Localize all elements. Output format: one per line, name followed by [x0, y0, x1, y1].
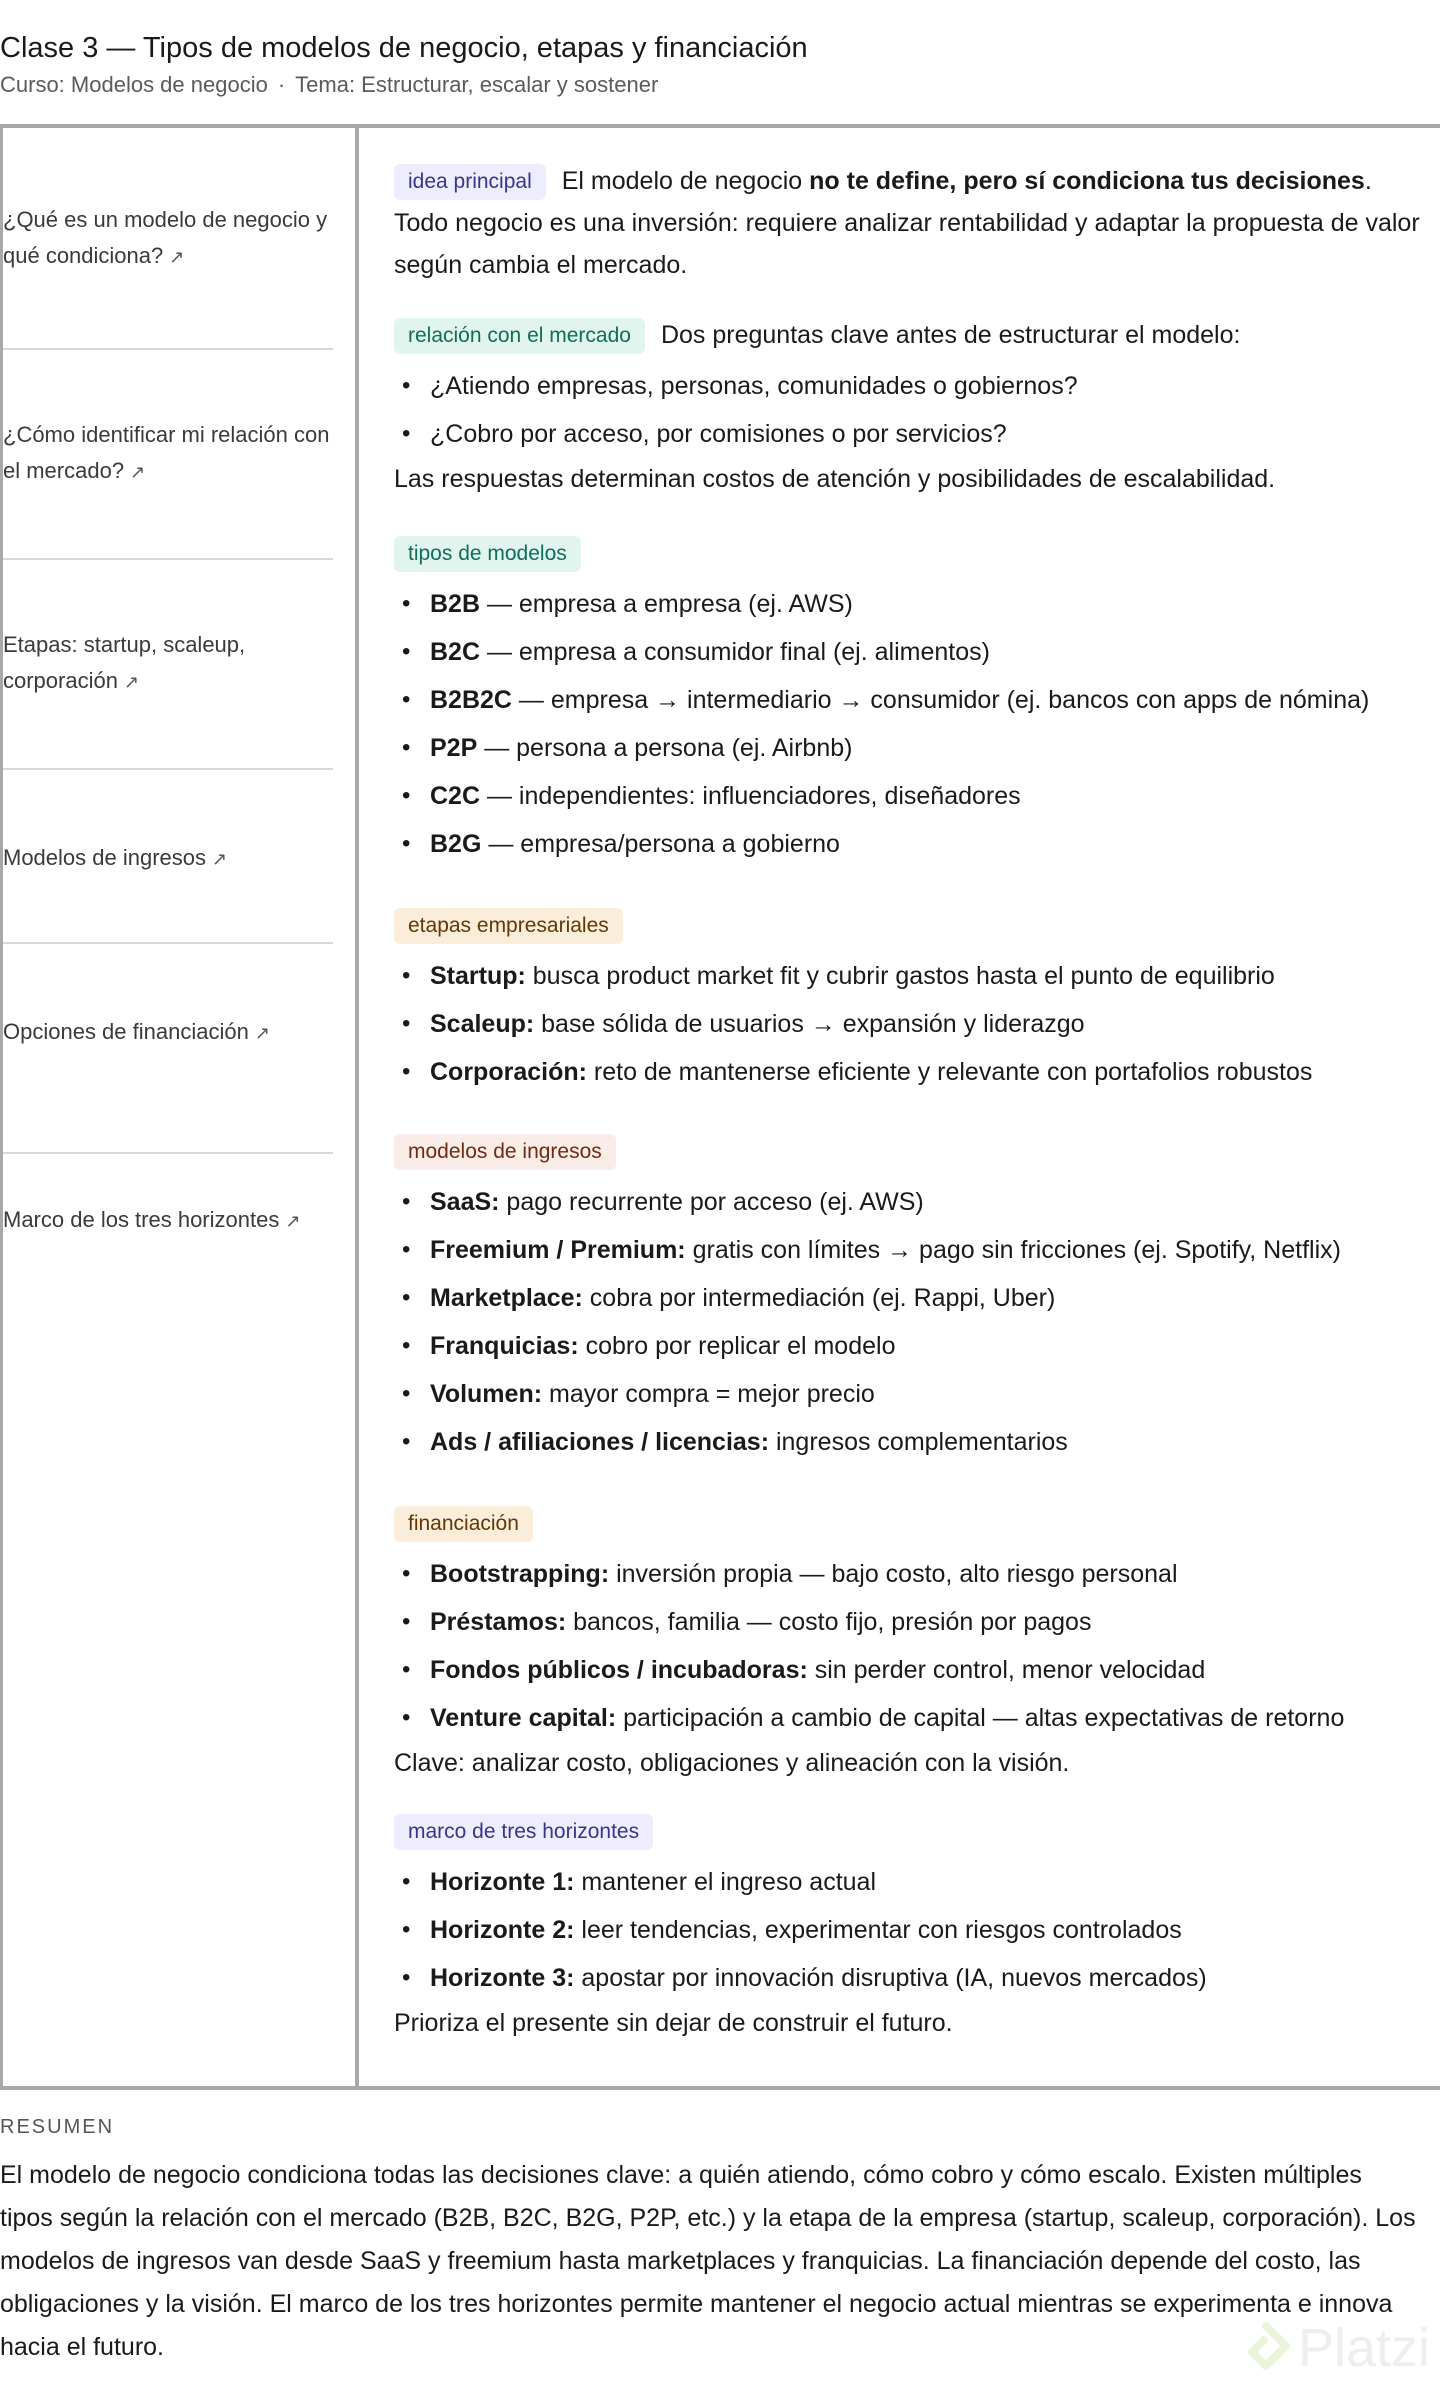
summary-label: RESUMEN — [0, 2116, 115, 2138]
section-idea — [394, 160, 1420, 286]
list-item: • Venture capital: participación a cambio de capital — altas expectativas de retorno — [394, 1694, 1420, 1742]
list-item: • B2C — empresa a consumidor final (ej. alimentos) — [394, 628, 1420, 676]
list-item: • Fondos públicos / incubadoras: sin perder control, menor velocidad — [394, 1646, 1420, 1694]
list-item: • B2B — empresa a empresa (ej. AWS) — [394, 580, 1420, 628]
list-item: • Horizonte 1: mantener el ingreso actual — [394, 1858, 1420, 1906]
etapas-list — [394, 952, 1420, 1096]
platzi-wordmark: Platzi — [1297, 2318, 1430, 2378]
list-item: • Ads / afiliaciones / licencias: ingresos complementarios — [394, 1418, 1420, 1466]
list-item: • Horizonte 3: apostar por innovación disruptiva (IA, nuevos mercados) — [394, 1954, 1420, 2002]
sidebar-item-label: Modelos de ingresos — [3, 844, 207, 870]
sidebar-item-label: Marco de los tres horizontes — [3, 1207, 280, 1232]
list-item: • Bootstrapping: inversión propia — bajo costo, alto riesgo personal — [394, 1550, 1420, 1598]
list-item: • Horizonte 2: leer tendencias, experimentar con riesgos controlados — [394, 1906, 1420, 1954]
sidebar-divider — [3, 348, 333, 350]
external-link-icon: ↗ — [254, 1022, 270, 1043]
list-item: • B2G — empresa/persona a gobierno — [394, 820, 1420, 868]
financiacion-note: Clave: analizar costo, obligaciones y alineación con la visión. — [394, 1749, 1070, 1777]
list-item: • Préstamos: bancos, familia — costo fijo, presión por pagos — [394, 1598, 1420, 1646]
sidebar-divider — [3, 942, 333, 944]
external-link-icon: ↗ — [285, 1211, 301, 1231]
separator: · — [277, 72, 286, 97]
idea-lead: El modelo de negocio — [561, 167, 810, 195]
idea-text: Todo negocio es una inversión: requiere analizar rentabilidad y adaptar la propuesta de valor según cambia el mercado. — [394, 209, 1420, 279]
external-link-icon: ↗ — [169, 246, 185, 267]
sidebar-item-ingresos[interactable] — [3, 788, 333, 928]
horizontes-list — [394, 1858, 1420, 2002]
list-item: • Scaleup: base sólida de usuarios → expansión y liderazgo — [394, 1000, 1420, 1048]
section-horizontes — [394, 1810, 1420, 2044]
badge-relacion: relación con el mercado — [394, 318, 645, 354]
summary-text: El modelo de negocio condiciona todas las decisiones clave: a quién atiendo, cómo cobro y cómo escalo. Existen múltiples tipos según la relación con el mercado (B2B, B2C, B2G, P2P, etc.) y la etapa de la empresa (startup, scaleup, corporación). Los modelos de ingresos van desde SaaS y freemium hasta marketplaces y franquicias. La financiación depende del costo, las obligaciones y la visión. El marco de los tres horizontes permite mantener el negocio actual mientras se experimenta e innova hacia el futuro. — [0, 2161, 1416, 2361]
external-link-icon: ↗ — [123, 671, 140, 692]
list-item: • Marketplace: cobra por intermediación (ej. Rappi, Uber) — [394, 1274, 1420, 1322]
relacion-list — [394, 362, 1420, 458]
list-item: • P2P — persona a persona (ej. Airbnb) — [394, 724, 1420, 772]
sidebar-item-label: Opciones de financiación — [3, 1018, 249, 1044]
sidebar-divider — [3, 558, 333, 560]
badge-horizontes: marco de tres horizontes — [394, 1814, 653, 1850]
sidebar-divider — [3, 768, 333, 770]
badge-financiacion: financiación — [394, 1506, 533, 1542]
sidebar-item-relacion[interactable] — [3, 368, 333, 538]
list-item: • Franquicias: cobro por replicar el modelo — [394, 1322, 1420, 1370]
section-etapas — [394, 904, 1420, 1096]
platzi-logo-icon — [1240, 2322, 1292, 2374]
badge-etapas: etapas empresariales — [394, 908, 623, 944]
idea-lead-end: . — [1364, 167, 1372, 195]
main-content — [394, 128, 1440, 2086]
badge-idea-principal: idea principal — [394, 164, 546, 200]
sidebar-item-label: ¿Cómo identificar mi relación con el mercado? — [3, 421, 330, 483]
page-header — [0, 28, 808, 100]
list-item: • SaaS: pago recurrente por acceso (ej. AWS) — [394, 1178, 1420, 1226]
horizontes-note: Prioriza el presente sin dejar de construir el futuro. — [394, 2009, 953, 2037]
sidebar-item-modelo[interactable] — [3, 158, 333, 318]
relacion-lead: Dos preguntas clave antes de estructurar el modelo: — [660, 321, 1241, 349]
tipos-list — [394, 580, 1420, 868]
sidebar-item-label: ¿Qué es un modelo de negocio y qué condiciona? — [3, 206, 328, 268]
sidebar-divider — [3, 1152, 333, 1154]
external-link-icon: ↗ — [212, 848, 228, 869]
badge-tipos: tipos de modelos — [394, 536, 581, 572]
list-item: • Freemium / Premium: gratis con límites → pago sin fricciones (ej. Spotify, Netflix) — [394, 1226, 1420, 1274]
section-relacion — [394, 314, 1420, 500]
topic-label: Tema: Estructurar, escalar y sostener — [295, 72, 659, 97]
sidebar-item-label: Etapas: startup, scaleup, corporación — [3, 631, 246, 693]
financiacion-list — [394, 1550, 1420, 1742]
summary-section — [0, 2112, 1420, 2369]
sidebar — [0, 128, 359, 2086]
page-subtitle — [0, 70, 808, 100]
list-item: • C2C — independientes: influenciadores, diseñadores — [394, 772, 1420, 820]
section-ingresos — [394, 1130, 1420, 1466]
external-link-icon: ↗ — [130, 461, 146, 482]
list-item: • ¿Atiendo empresas, personas, comunidades o gobiernos? — [394, 362, 1420, 410]
section-tipos — [394, 532, 1420, 868]
notes-table — [0, 124, 1440, 2090]
list-item: • Corporación: reto de mantenerse eficiente y relevante con portafolios robustos — [394, 1048, 1420, 1096]
ingresos-list — [394, 1178, 1420, 1466]
sidebar-item-horizontes[interactable] — [3, 1188, 313, 1298]
idea-lead-bold: no te define, pero sí condiciona tus decisiones — [809, 167, 1365, 195]
course-label: Curso: Modelos de negocio — [0, 72, 268, 97]
list-item: • B2B2C — empresa → intermediario → consumidor (ej. bancos con apps de nómina) — [394, 676, 1420, 724]
badge-ingresos: modelos de ingresos — [394, 1134, 616, 1170]
list-item: • Startup: busca product market fit y cubrir gastos hasta el punto de equilibrio — [394, 952, 1420, 1000]
platzi-watermark — [1240, 2318, 1430, 2378]
sidebar-item-etapas[interactable] — [3, 578, 333, 748]
page-title: Clase 3 — Tipos de modelos de negocio, etapas y financiación — [0, 32, 808, 64]
list-item: • Volumen: mayor compra = mejor precio — [394, 1370, 1420, 1418]
relacion-note: Las respuestas determinan costos de atención y posibilidades de escalabilidad. — [394, 465, 1276, 493]
sidebar-item-financiacion[interactable] — [3, 962, 333, 1102]
section-financiacion — [394, 1502, 1420, 1784]
list-item: • ¿Cobro por acceso, por comisiones o por servicios? — [394, 410, 1420, 458]
